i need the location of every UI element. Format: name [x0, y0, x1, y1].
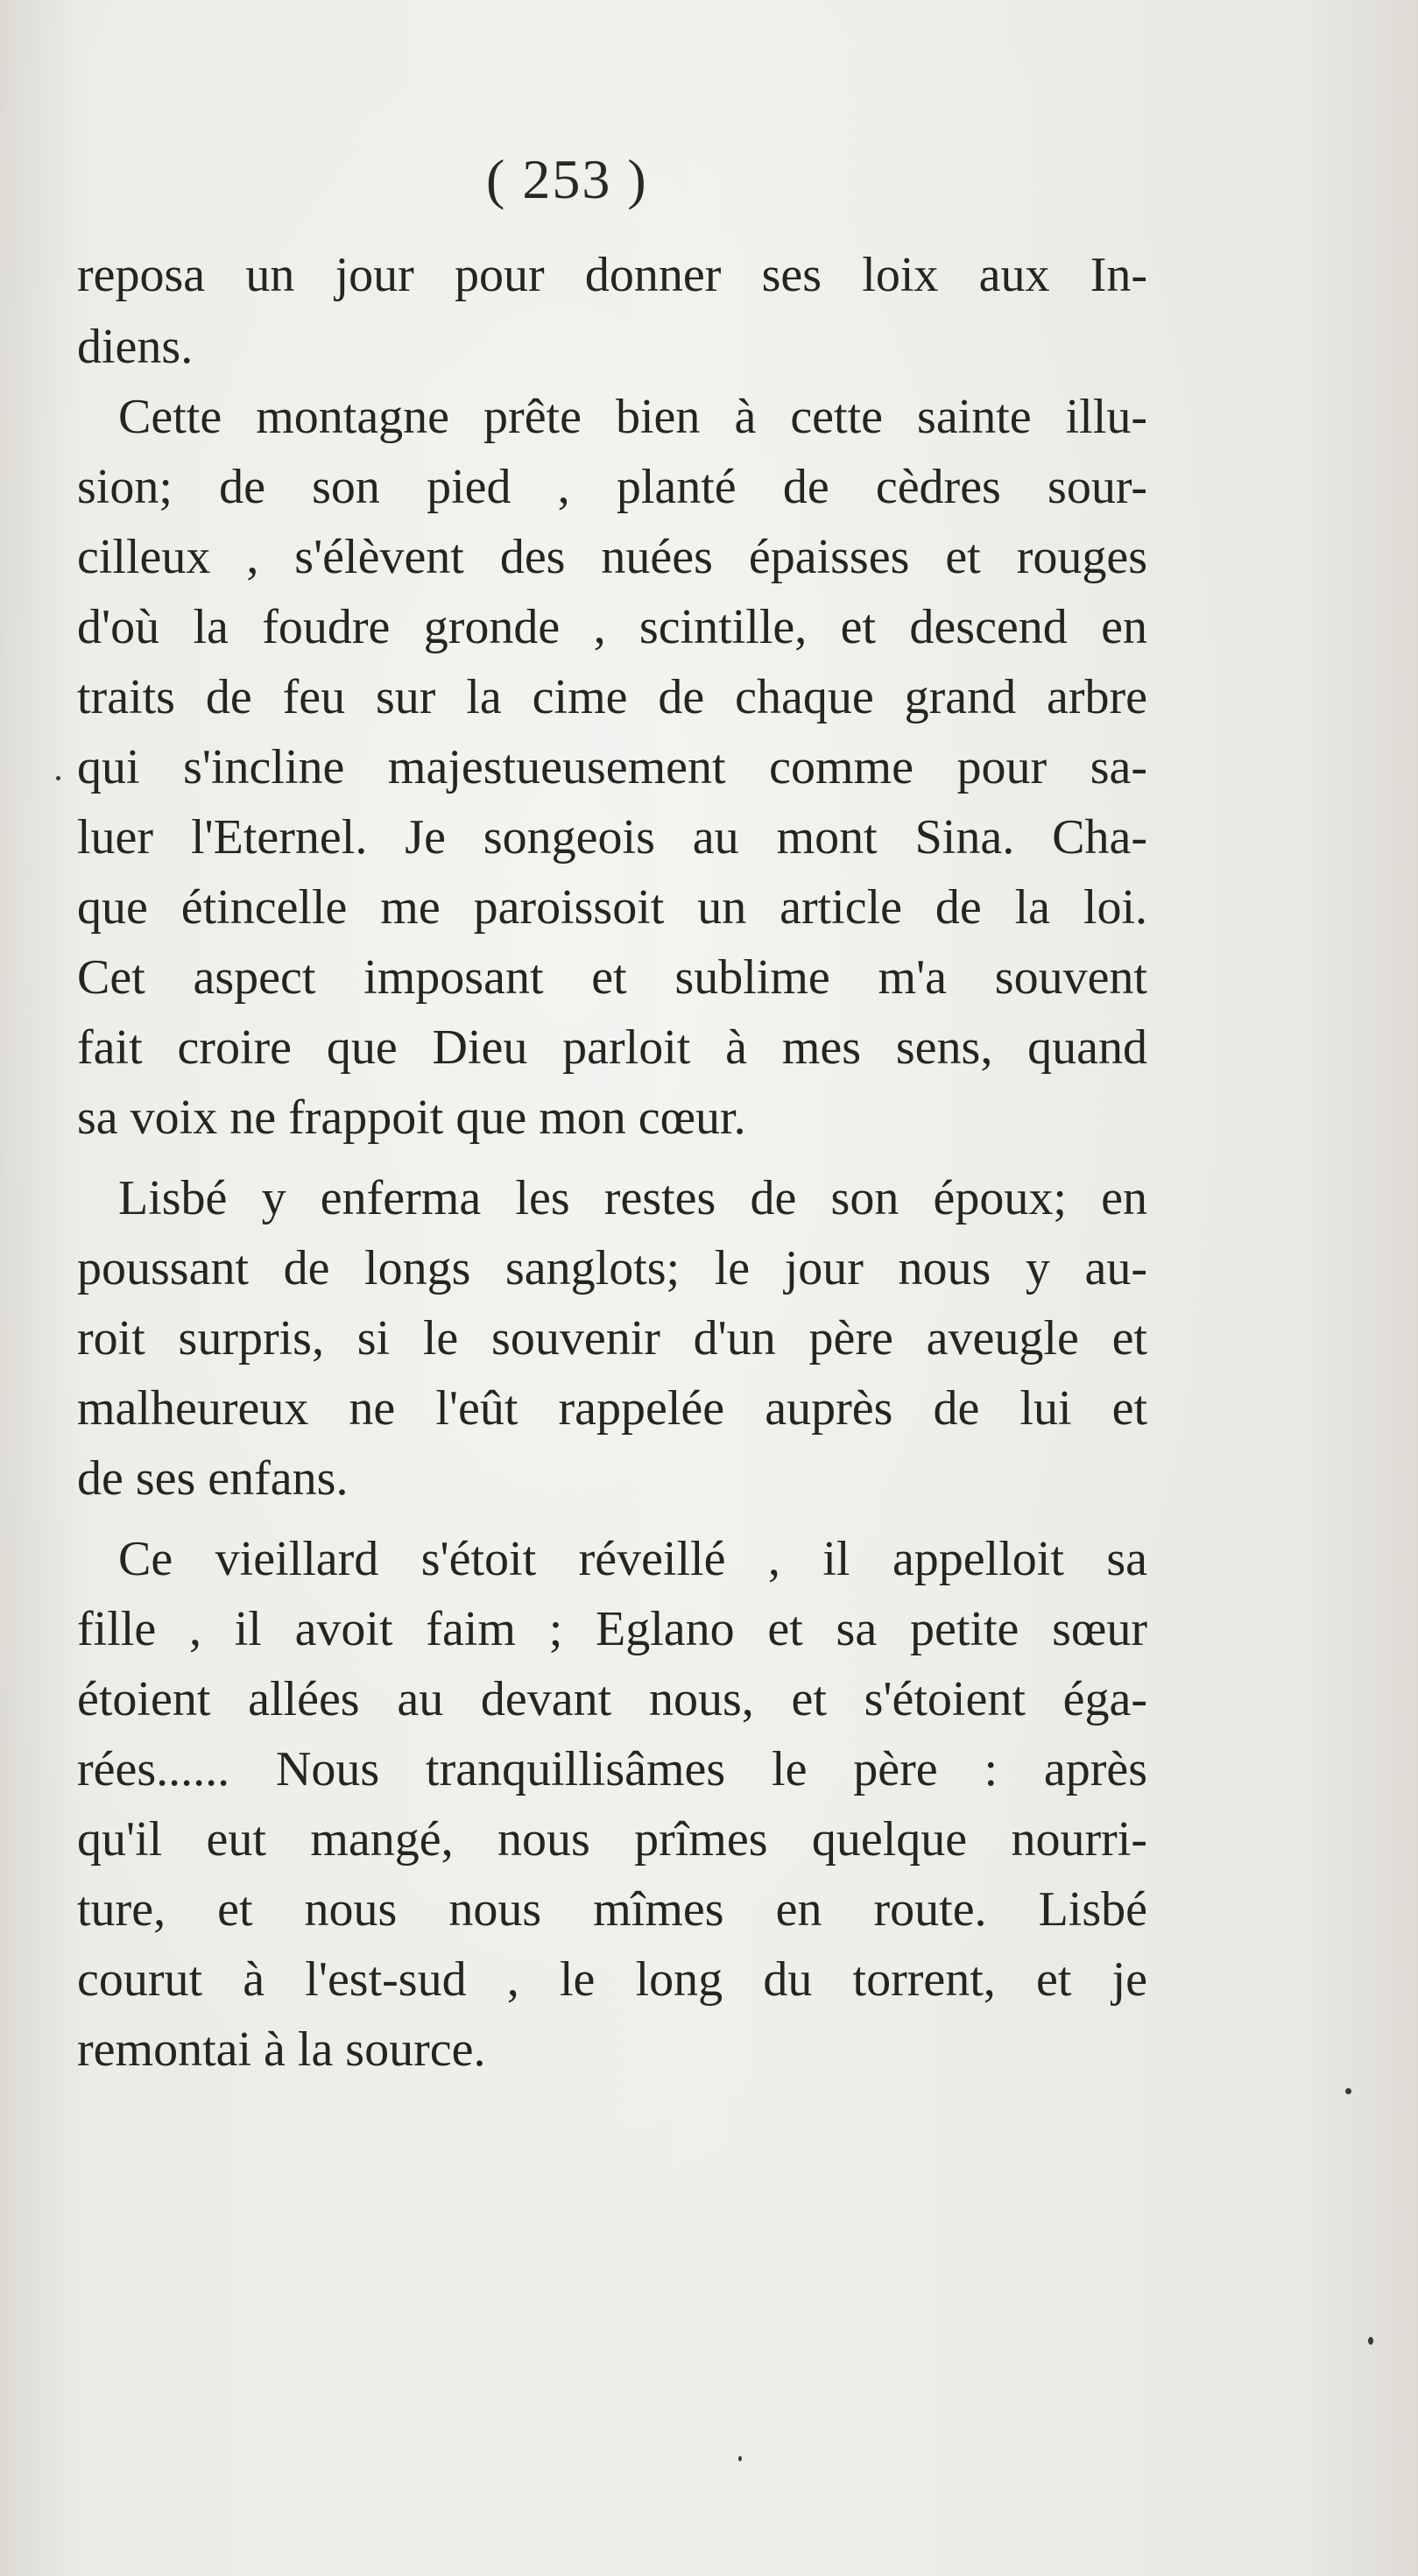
text-line: que étincelle me paroissoit un article de la loi.: [77, 880, 1147, 935]
text-line: Cette montagne prête bien à cette sainte illu-: [118, 390, 1147, 444]
text-line: diens.: [77, 320, 194, 374]
text-line: malheureux ne l'eût rappelée auprès de lui et: [77, 1381, 1147, 1436]
text-line: Lisbé y enferma les restes de son époux; en: [118, 1171, 1147, 1225]
text-line: étoient allées au devant nous, et s'étoient éga-: [77, 1672, 1147, 1726]
text-line: qui s'incline majestueusement comme pour sa-: [77, 740, 1147, 794]
text-line: ture, et nous nous mîmes en route. Lisbé: [77, 1882, 1147, 1937]
text-line: d'où la foudre gronde , scintille, et descend en: [77, 600, 1147, 654]
text-line: courut à l'est-sud , le long du torrent, et je: [77, 1952, 1147, 2007]
paper-speck: [56, 776, 60, 780]
page-number: ( 253 ): [486, 148, 648, 210]
paper-speck: [1368, 2337, 1373, 2345]
text-line: cilleux , s'élèvent des nuées épaisses et rouges: [77, 530, 1147, 584]
text-line: reposa un jour pour donner ses loix aux In-: [77, 248, 1147, 302]
text-line: luer l'Eternel. Je songeois au mont Sina. Cha-: [77, 810, 1147, 865]
text-line: fait croire que Dieu parloit à mes sens, quand: [77, 1020, 1147, 1075]
text-line: roit surpris, si le souvenir d'un père aveugle et: [77, 1311, 1147, 1366]
text-line: Cet aspect imposant et sublime m'a souvent: [77, 950, 1147, 1005]
paper-speck: [1345, 2088, 1351, 2094]
text-line: qu'il eut mangé, nous prîmes quelque nourri-: [77, 1812, 1147, 1867]
text-line: fille , il avoit faim ; Eglano et sa petite sœur: [77, 1602, 1147, 1656]
text-line: sion; de son pied , planté de cèdres sour-: [77, 460, 1147, 514]
paper-speck: [738, 2456, 742, 2461]
text-line: traits de feu sur la cime de chaque grand arbre: [77, 670, 1147, 724]
text-line: poussant de longs sanglots; le jour nous y au-: [77, 1241, 1147, 1295]
text-line: sa voix ne frappoit que mon cœur.: [77, 1090, 746, 1145]
text-line: rées...... Nous tranquillisâmes le père : après: [77, 1742, 1147, 1796]
text-line: de ses enfans.: [77, 1451, 349, 1506]
text-line: Ce vieillard s'étoit réveillé , il appelloit sa: [118, 1532, 1147, 1586]
text-line: remontai à la source.: [77, 2022, 486, 2077]
